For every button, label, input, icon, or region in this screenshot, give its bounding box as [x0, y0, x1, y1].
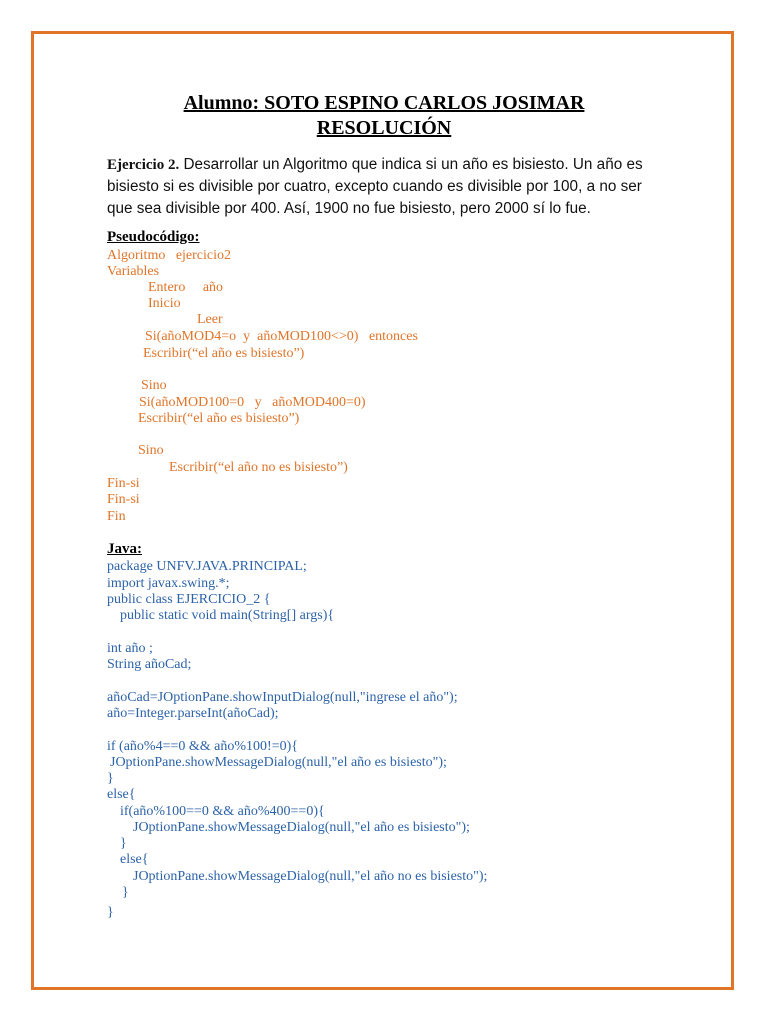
pseudocode-line: Variables — [107, 264, 160, 279]
exercise-label: Ejercicio 2. — [107, 157, 180, 173]
java-code-line: int año ; — [107, 641, 153, 656]
java-code-line: else{ — [107, 787, 136, 802]
java-code-line: String añoCad; — [107, 657, 192, 672]
pseudocode-line: Leer — [197, 312, 223, 327]
pseudocode-line: Sino — [138, 443, 164, 458]
java-code-line: añoCad=JOptionPane.showInputDialog(null,"ingrese el año"); — [107, 690, 458, 705]
java-code-line: package UNFV.JAVA.PRINCIPAL; — [107, 559, 307, 574]
java-code-line: JOptionPane.showMessageDialog(null,"el año es bisiesto"); — [110, 755, 447, 770]
java-title: Java: — [107, 541, 142, 557]
pseudocode-line: Escribir(“el año es bisiesto”) — [138, 411, 300, 426]
java-code-line: año=Integer.parseInt(añoCad); — [107, 706, 279, 721]
java-code-line: } — [107, 771, 114, 786]
java-code-line: if (año%4==0 && año%100!=0){ — [107, 739, 298, 754]
pseudocode-title: Pseudocódigo: — [107, 229, 200, 245]
java-code-line: public static void main(String[] args){ — [120, 608, 335, 623]
java-code-line: if(año%100==0 && año%400==0){ — [120, 804, 325, 819]
pseudocode-line: Si(añoMOD4=o y añoMOD100<>0) entonces — [145, 329, 418, 344]
resolution-heading: RESOLUCIÓN — [316, 117, 452, 139]
pseudocode-line: Fin — [107, 509, 126, 524]
pseudocode-line: Fin-si — [107, 492, 140, 507]
pseudocode-line: Sino — [141, 378, 167, 393]
java-code-line: public class EJERCICIO_2 { — [107, 592, 271, 607]
java-code-line: import javax.swing.*; — [107, 576, 230, 591]
student-name-heading: Alumno: SOTO ESPINO CARLOS JOSIMAR — [183, 92, 585, 114]
exercise-statement — [107, 154, 647, 220]
java-code-line: JOptionPane.showMessageDialog(null,"el año es bisiesto"); — [133, 820, 470, 835]
java-code-line: } — [107, 905, 114, 920]
pseudocode-line: Si(añoMOD100=0 y añoMOD400=0) — [139, 395, 366, 410]
pseudocode-line: Escribir(“el año no es bisiesto”) — [169, 460, 348, 475]
java-code-line: JOptionPane.showMessageDialog(null,"el año no es bisiesto"); — [133, 869, 488, 884]
java-code-line: else{ — [120, 852, 149, 867]
java-code-line: } — [122, 885, 129, 900]
exercise-text: Desarrollar un Algoritmo que indica si un año es bisiesto. Un año es bisiesto si es divisible por cuatro, excepto cuando es divisible por 100, a no ser que sea divisible por 400. Así, 1900 no fue bisiesto, pero 2000 sí lo fue. — [107, 156, 643, 217]
pseudocode-line: Entero año — [148, 280, 224, 295]
pseudocode-line: Algoritmo ejercicio2 — [107, 248, 232, 263]
pseudocode-line: Fin-si — [107, 476, 140, 491]
pseudocode-line: Escribir(“el año es bisiesto”) — [143, 346, 305, 361]
java-code-line: } — [120, 836, 127, 851]
pseudocode-line: Inicio — [148, 296, 181, 311]
